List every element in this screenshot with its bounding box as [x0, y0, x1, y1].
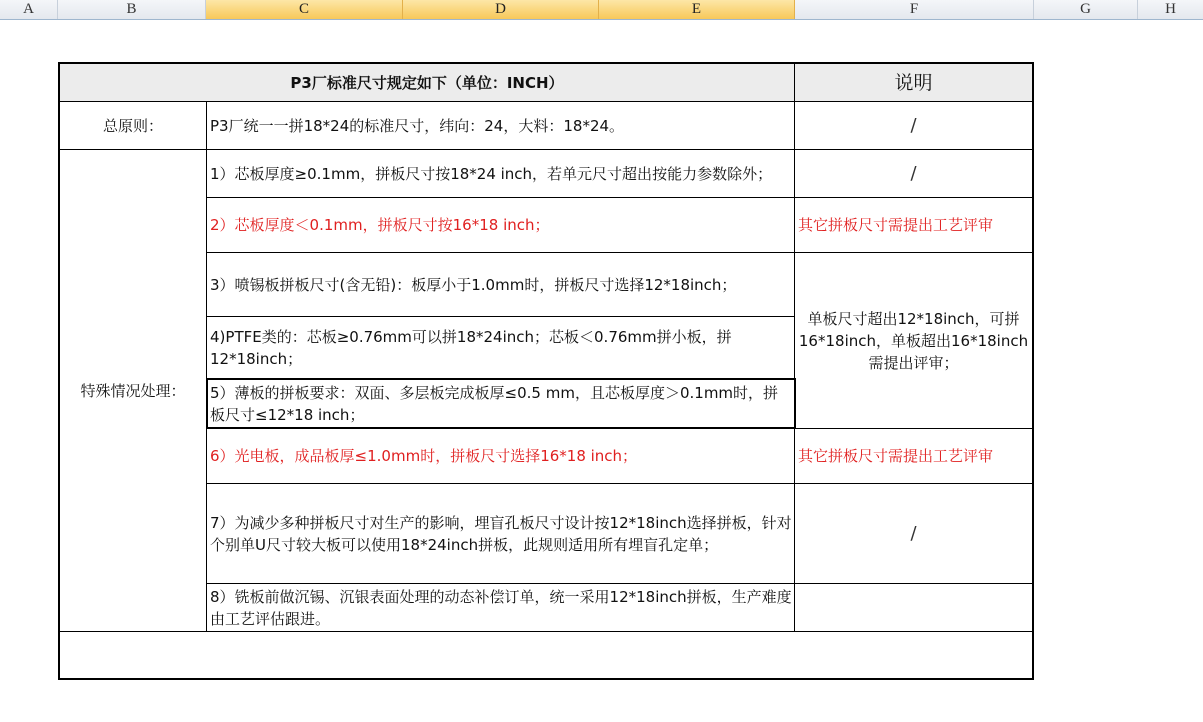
rule-3-5-note[interactable]: 单板尺寸超出12*18inch，可拼16*18inch，单板超出16*18inch需提出评审；: [798, 309, 1029, 372]
column-header-c[interactable]: C: [206, 0, 403, 19]
rule-6-note[interactable]: 其它拼板尺寸需提出工艺评审: [798, 447, 994, 465]
column-header-d[interactable]: D: [403, 0, 599, 19]
rule-1-note[interactable]: /: [910, 162, 917, 184]
special-label[interactable]: 特殊情况处理：: [80, 381, 186, 400]
column-header-a[interactable]: A: [0, 0, 58, 19]
general-note[interactable]: /: [910, 114, 917, 136]
rule-2-note[interactable]: 其它拼板尺寸需提出工艺评审: [798, 216, 994, 234]
column-header-e[interactable]: E: [599, 0, 795, 19]
note-column-header: 说明: [894, 71, 933, 94]
column-header-bar: [0, 0, 1203, 20]
rule-5[interactable]: 5）薄板的拼板要求：双面、多层板完成板厚≤0.5 mm，且芯板厚度＞0.1mm时，拼板尺寸≤12*18 inch；: [210, 383, 779, 424]
rule-4[interactable]: 4)PTFE类的：芯板≥0.76mm可以拼18*24inch；芯板＜0.76mm拼小板，拼12*18inch；: [210, 327, 732, 368]
rule-8[interactable]: 8）铣板前做沉锡、沉银表面处理的动态补偿订单，统一采用12*18inch拼板，生产难度由工艺评估跟进。: [210, 587, 792, 628]
rule-8-note[interactable]: [795, 584, 1032, 631]
table-border-right: [1032, 62, 1034, 680]
empty-row[interactable]: [60, 632, 1032, 678]
column-header-h[interactable]: H: [1165, 1, 1176, 17]
table-title: P3厂标准尺寸规定如下（单位：INCH）: [290, 73, 564, 92]
general-label[interactable]: 总原则：: [102, 116, 163, 135]
general-text[interactable]: P3厂统一一拼18*24的标准尺寸，纬向：24，大料：18*24。: [210, 116, 625, 135]
column-header-b[interactable]: B: [58, 0, 206, 19]
rule-3[interactable]: 3）喷锡板拼板尺寸(含无铅)：板厚小于1.0mm时，拼板尺寸选择12*18inch；: [210, 275, 737, 294]
column-header-g[interactable]: G: [1034, 0, 1138, 19]
rule-7-note[interactable]: /: [910, 522, 917, 544]
rule-6[interactable]: 6）光电板，成品板厚≤1.0mm时，拼板尺寸选择16*18 inch；: [210, 447, 638, 465]
rule-1[interactable]: 1）芯板厚度≥0.1mm，拼板尺寸按18*24 inch，若单元尺寸超出按能力参数除外；: [210, 164, 773, 183]
rule-7[interactable]: 7）为减少多种拼板尺寸对生产的影响，埋盲孔板尺寸设计按12*18inch选择拼板，针对个别单U尺寸较大板可以使用18*24inch拼板，此规则适用所有埋盲孔定单；: [210, 513, 792, 554]
rule-2[interactable]: 2）芯板厚度＜0.1mm，拼板尺寸按16*18 inch；: [210, 216, 550, 234]
table-border-bottom: [58, 678, 1034, 680]
column-header-f[interactable]: F: [795, 0, 1034, 19]
